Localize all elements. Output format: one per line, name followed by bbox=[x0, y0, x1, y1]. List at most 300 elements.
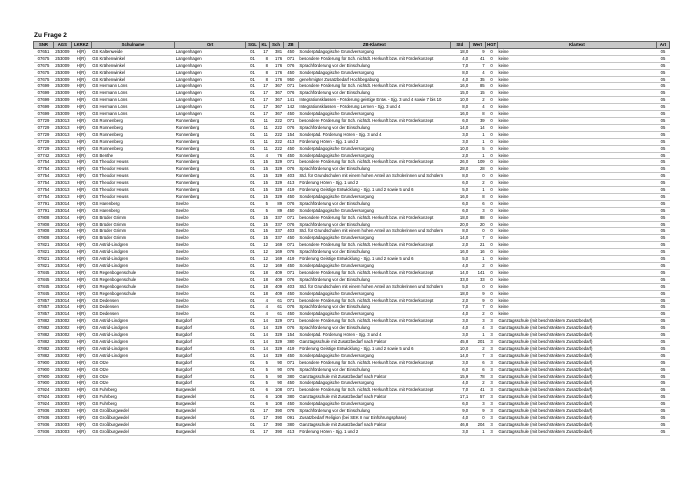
cell-snr: 07808 bbox=[34, 221, 54, 228]
cell-schulname: GS Theodor Heuss bbox=[91, 159, 175, 166]
cell-schulname: GS Astrid-Lindgren bbox=[91, 242, 175, 249]
cell-wert: 1 bbox=[469, 332, 485, 339]
cell-ort: Seelze bbox=[175, 228, 246, 235]
cell-zb: 076 bbox=[283, 325, 298, 332]
table-row bbox=[34, 124, 670, 131]
cell-std: 15,0 bbox=[450, 90, 469, 97]
cell-wert: 1 bbox=[469, 187, 485, 194]
cell-art: 05 bbox=[656, 235, 669, 242]
cell-kl: 15 bbox=[260, 214, 269, 221]
cell-sch: 329 bbox=[269, 159, 283, 166]
cell-zb-klartext: besondere Förderung für Sch. nichtdt. Herkunft bzw. mit Förderkonzept bbox=[298, 297, 450, 304]
cell-ags: 253013 bbox=[55, 117, 70, 123]
cell-sgl: 01 bbox=[245, 111, 259, 118]
cell-zb: 076 bbox=[283, 166, 298, 173]
cell-schulname: GS Großburgwedel bbox=[91, 414, 175, 421]
cell-lkrkz: H(R) bbox=[71, 187, 91, 194]
cell-ort: Burgwedel bbox=[175, 428, 246, 435]
cell-zb-klartext: Sonderpädagogische Grundversorgung bbox=[298, 235, 450, 242]
cell-zb: 076 bbox=[283, 221, 298, 228]
cell-std: 46,8 bbox=[450, 421, 469, 428]
cell-std: 3,0 bbox=[450, 332, 469, 339]
cell-sgl: 01 bbox=[245, 414, 259, 421]
cell-lkrkz: H(R) bbox=[71, 387, 91, 394]
cell-zb-klartext: besondere Förderung für Sch. nichtdt. Herkunft bzw. mit Förderkonzept bbox=[298, 159, 450, 166]
cell-klartext: keine bbox=[497, 138, 656, 145]
cell-sgl: 01 bbox=[245, 318, 259, 325]
table-row bbox=[34, 366, 670, 373]
cell-schulname: GS Theodor Heuss bbox=[91, 166, 175, 173]
table-row bbox=[34, 97, 670, 104]
cell-klartext: keine bbox=[497, 83, 656, 90]
cell-sgl: 01 bbox=[245, 180, 259, 187]
cell-klartext: Ganztagsschule (mit beschränktem Zusatzbedarf) bbox=[497, 366, 656, 373]
cell-klartext: keine bbox=[497, 235, 656, 242]
cell-std: 3,0 bbox=[450, 138, 469, 145]
cell-zb-klartext: Sonderpädagogische Grundversorgung bbox=[298, 290, 450, 297]
cell-lkrkz: H(R) bbox=[71, 235, 91, 242]
cell-ort: Seelze bbox=[175, 290, 246, 297]
cell-zb-klartext: besondere Förderung für Sch. nichtdt. Herkunft bzw. mit Förderkonzept bbox=[298, 117, 450, 124]
cell-schulname: GS Otze bbox=[91, 373, 175, 380]
cell-schulname: GS Hermann Löns bbox=[91, 90, 175, 97]
table-row bbox=[34, 117, 670, 124]
cell-hgt: 0 bbox=[486, 304, 498, 311]
cell-ags: 253013 bbox=[55, 180, 70, 186]
cell-hgt: 0 bbox=[486, 97, 498, 104]
cell-std: 4,0 bbox=[450, 325, 469, 332]
cell-zb-klartext: besondere Förderung für Sch. nichtdt. Herkunft bzw. mit Förderkonzept bbox=[298, 214, 450, 221]
table-row bbox=[34, 304, 670, 311]
cell-wert: 15 bbox=[469, 90, 485, 97]
cell-sgl: 01 bbox=[245, 387, 259, 394]
cell-snr: 07651 bbox=[34, 48, 54, 55]
cell-art: 05 bbox=[656, 394, 669, 401]
cell-wert: 201 bbox=[469, 338, 485, 345]
cell-ort: Burgdorf bbox=[175, 366, 246, 373]
cell-wert: 1 bbox=[469, 256, 485, 263]
cell-snr: 07936 bbox=[34, 428, 54, 435]
cell-klartext: keine bbox=[497, 276, 656, 283]
cell-klartext: keine bbox=[497, 242, 656, 249]
cell-schulname: GS Theodor Heuss bbox=[91, 173, 175, 180]
cell-hgt: 0 bbox=[486, 124, 498, 131]
cell-klartext: Ganztagsschule (mit beschränktem Zusatzbedarf) bbox=[497, 325, 656, 332]
cell-art: 05 bbox=[656, 97, 669, 104]
cell-sch: 367 bbox=[269, 90, 283, 97]
cell-zb: 450 bbox=[283, 380, 298, 387]
cell-kl: 14 bbox=[260, 325, 269, 332]
cell-zb-klartext: Sonderpädagogische Grundversorgung bbox=[298, 111, 450, 118]
cell-kl: 5 bbox=[260, 366, 269, 373]
cell-sch: 329 bbox=[269, 338, 283, 345]
cell-lkrkz: H(R) bbox=[71, 311, 91, 318]
cell-klartext: keine bbox=[497, 283, 656, 290]
cell-snr: 07754 bbox=[34, 173, 54, 180]
cell-lkrkz: H(R) bbox=[71, 193, 91, 200]
cell-std: 9,0 bbox=[450, 408, 469, 415]
cell-sch: 329 bbox=[269, 352, 283, 359]
cell-sgl: 01 bbox=[245, 104, 259, 111]
cell-art: 05 bbox=[656, 366, 669, 373]
cell-zb-klartext: Sonderpädagogische Grundversorgung bbox=[298, 193, 450, 200]
cell-zb-klartext: Sprachförderung vor der Einschulung bbox=[298, 366, 450, 373]
cell-sgl: 01 bbox=[245, 283, 259, 290]
cell-sgl: 01 bbox=[245, 173, 259, 180]
cell-zb-klartext: Sonderpädagogische Grundversorgung bbox=[298, 263, 450, 270]
cell-ort: Burgwedel bbox=[175, 408, 246, 415]
cell-ort: Burgdorf bbox=[175, 318, 246, 325]
cell-schulname: GS Otze bbox=[91, 359, 175, 366]
cell-zb-klartext: Std. für Grundschulen mit einem hohen Anteil an Schülerinnen und Schülern bbox=[298, 228, 450, 235]
cell-ort: Ronnenberg bbox=[175, 166, 246, 173]
cell-sch: 329 bbox=[269, 325, 283, 332]
cell-snr: 07754 bbox=[34, 187, 54, 194]
cell-sch: 390 bbox=[269, 414, 283, 421]
cell-klartext: Ganztagsschule (mit beschränktem Zusatzbedarf) bbox=[497, 352, 656, 359]
cell-art: 05 bbox=[656, 90, 669, 97]
cell-art: 05 bbox=[656, 152, 669, 159]
cell-wert: 4 bbox=[469, 104, 485, 111]
cell-snr: 07699 bbox=[34, 104, 54, 111]
cell-sch: 89 bbox=[269, 207, 283, 214]
cell-wert: 7 bbox=[469, 62, 485, 69]
cell-art: 05 bbox=[656, 117, 669, 124]
cell-kl: 5 bbox=[260, 380, 269, 387]
cell-kl: 4 bbox=[260, 297, 269, 304]
cell-ags: 253002 bbox=[55, 380, 70, 386]
cell-snr: 07924 bbox=[34, 387, 54, 394]
cell-art: 05 bbox=[656, 263, 669, 270]
cell-zb-klartext: Förderung Geistige Entwicklung - Sjg. 1 und 2 sowie 5 und 6 bbox=[298, 345, 450, 352]
cell-hgt: 0 bbox=[486, 48, 498, 55]
table-row bbox=[34, 221, 670, 228]
cell-schulname: GS Regenbogenschule bbox=[91, 290, 175, 297]
cell-art: 05 bbox=[656, 214, 669, 221]
cell-lkrkz: H(R) bbox=[71, 228, 91, 235]
cell-klartext: keine bbox=[497, 269, 656, 276]
table-row bbox=[34, 380, 670, 387]
cell-sgl: 01 bbox=[245, 159, 259, 166]
cell-lkrkz: H(R) bbox=[71, 62, 91, 69]
cell-kl: 8 bbox=[260, 62, 269, 69]
cell-zb-klartext: Sonderpädagogische Grundversorgung bbox=[298, 401, 450, 408]
cell-hgt: 3 bbox=[486, 421, 498, 428]
cell-klartext: Ganztagsschule (mit beschränktem Zusatzbedarf) bbox=[497, 421, 656, 428]
cell-sch: 169 bbox=[269, 256, 283, 263]
cell-snr: 07857 bbox=[34, 297, 54, 304]
cell-art: 05 bbox=[656, 228, 669, 235]
cell-std: 6,0 bbox=[450, 366, 469, 373]
cell-snr: 07699 bbox=[34, 111, 54, 118]
cell-klartext: keine bbox=[497, 166, 656, 173]
cell-snr: 07699 bbox=[34, 83, 54, 90]
cell-lkrkz: H(R) bbox=[71, 401, 91, 408]
cell-std: 4,0 bbox=[450, 55, 469, 62]
cell-zb-klartext: Sprachförderung vor der Einschulung bbox=[298, 62, 450, 69]
table-row bbox=[34, 131, 670, 138]
cell-schulname: GS Astrid-Lindgren bbox=[91, 352, 175, 359]
table-row bbox=[34, 421, 670, 428]
cell-art: 05 bbox=[656, 387, 669, 394]
cell-zb: 380 bbox=[283, 421, 298, 428]
cell-std: 4,0 bbox=[450, 263, 469, 270]
cell-kl: 17 bbox=[260, 48, 269, 55]
cell-hgt: 0 bbox=[486, 242, 498, 249]
cell-hgt: 0 bbox=[486, 269, 498, 276]
cell-wert: 0 bbox=[469, 173, 485, 180]
cell-zb: 141 bbox=[283, 97, 298, 104]
table-row bbox=[34, 69, 670, 76]
cell-art: 05 bbox=[656, 200, 669, 207]
cell-std: 2,0 bbox=[450, 152, 469, 159]
cell-snr: 07882 bbox=[34, 345, 54, 352]
cell-wert: 35 bbox=[469, 76, 485, 83]
cell-sch: 90 bbox=[269, 359, 283, 366]
cell-ags: 253014 bbox=[55, 290, 70, 296]
cell-schulname: GS Hermann Löns bbox=[91, 97, 175, 104]
cell-zb: 950 bbox=[283, 76, 298, 83]
cell-ags: 253014 bbox=[55, 283, 70, 289]
cell-ags: 253002 bbox=[55, 345, 70, 351]
cell-hgt: 3 bbox=[486, 338, 498, 345]
cell-klartext: Ganztagsschule (mit beschränktem Zusatzbedarf) bbox=[497, 428, 656, 435]
cell-sgl: 01 bbox=[245, 55, 259, 62]
cell-schulname: GS Brüder Grimm bbox=[91, 235, 175, 242]
table-row bbox=[34, 338, 670, 345]
cell-kl: 4 bbox=[260, 311, 269, 318]
cell-std: 6,0 bbox=[450, 200, 469, 207]
cell-ort: Burgdorf bbox=[175, 345, 246, 352]
cell-art: 05 bbox=[656, 159, 669, 166]
cell-schulname: GS Astrid-Lindgren bbox=[91, 263, 175, 270]
cell-snr: 07699 bbox=[34, 90, 54, 97]
cell-sch: 367 bbox=[269, 104, 283, 111]
cell-sgl: 01 bbox=[245, 256, 259, 263]
cell-wert: 28 bbox=[469, 166, 485, 173]
cell-std: 10,0 bbox=[450, 145, 469, 152]
cell-ort: Burgdorf bbox=[175, 359, 246, 366]
cell-sgl: 01 bbox=[245, 401, 259, 408]
cell-sch: 76 bbox=[269, 152, 283, 159]
cell-schulname: GS Großburgwedel bbox=[91, 408, 175, 415]
cell-ags: 253014 bbox=[55, 249, 70, 255]
cell-zb: 403 bbox=[283, 283, 298, 290]
cell-kl: 14 bbox=[260, 345, 269, 352]
cell-hgt: 0 bbox=[486, 76, 498, 83]
cell-std: 2,0 bbox=[450, 242, 469, 249]
cell-lkrkz: H(R) bbox=[71, 200, 91, 207]
cell-ags: 253014 bbox=[55, 304, 70, 310]
cell-sch: 329 bbox=[269, 180, 283, 187]
cell-zb-klartext: Sonderpädagogische Grundversorgung bbox=[298, 145, 450, 152]
cell-schulname: GS Fuhrberg bbox=[91, 401, 175, 408]
cell-sgl: 01 bbox=[245, 69, 259, 76]
cell-zb: 450 bbox=[283, 193, 298, 200]
cell-ort: Langenhagen bbox=[175, 111, 246, 118]
cell-ort: Burgwedel bbox=[175, 394, 246, 401]
cell-wert: 3 bbox=[469, 318, 485, 325]
cell-kl: 12 bbox=[260, 242, 269, 249]
cell-ags: 253013 bbox=[55, 138, 70, 144]
cell-snr: 07729 bbox=[34, 117, 54, 124]
cell-zb: 076 bbox=[283, 366, 298, 373]
cell-art: 05 bbox=[656, 325, 669, 332]
cell-ags: 253002 bbox=[55, 318, 70, 324]
cell-sgl: 01 bbox=[245, 421, 259, 428]
cell-zb-klartext: Sprachförderung vor der Einschulung bbox=[298, 249, 450, 256]
cell-ort: Seelze bbox=[175, 249, 246, 256]
cell-kl: 15 bbox=[260, 187, 269, 194]
cell-zb-klartext: Sonderpäd. Förderung Hören - Sjg. 3 und 4 bbox=[298, 332, 450, 339]
cell-art: 05 bbox=[656, 359, 669, 366]
cell-zb: 380 bbox=[283, 338, 298, 345]
cell-zb: 403 bbox=[283, 228, 298, 235]
cell-snr: 07882 bbox=[34, 338, 54, 345]
table-row bbox=[34, 283, 670, 290]
cell-sgl: 01 bbox=[245, 207, 259, 214]
cell-art: 05 bbox=[656, 221, 669, 228]
cell-schulname: GS Dedensen bbox=[91, 304, 175, 311]
cell-snr: 07791 bbox=[34, 200, 54, 207]
cell-std: 6,0 bbox=[450, 401, 469, 408]
cell-ort: Ronnenberg bbox=[175, 124, 246, 131]
cell-snr: 07924 bbox=[34, 394, 54, 401]
cell-schulname: GS Regenbogenschule bbox=[91, 269, 175, 276]
cell-klartext: keine bbox=[497, 159, 656, 166]
cell-std: 8,0 bbox=[450, 104, 469, 111]
cell-ort: Burgdorf bbox=[175, 325, 246, 332]
table-row bbox=[34, 200, 670, 207]
cell-zb: 413 bbox=[283, 180, 298, 187]
cell-kl: 12 bbox=[260, 256, 269, 263]
cell-sch: 108 bbox=[269, 401, 283, 408]
cell-wert: 2 bbox=[469, 311, 485, 318]
table-row bbox=[34, 111, 670, 118]
table-row bbox=[34, 414, 670, 421]
cell-hgt: 3 bbox=[486, 428, 498, 435]
cell-ags: 253009 bbox=[55, 48, 70, 54]
cell-zb-klartext: Sprachförderung vor der Einschulung bbox=[298, 221, 450, 228]
cell-hgt: 0 bbox=[486, 117, 498, 124]
cell-ags: 253002 bbox=[55, 366, 70, 372]
cell-klartext: keine bbox=[497, 180, 656, 187]
column-header-wert: Wert bbox=[469, 42, 485, 49]
cell-ags: 253014 bbox=[55, 235, 70, 241]
cell-sch: 176 bbox=[269, 76, 283, 83]
cell-zb: 071 bbox=[283, 269, 298, 276]
cell-schulname: GS Brüder Grimm bbox=[91, 221, 175, 228]
cell-lkrkz: H(R) bbox=[71, 138, 91, 145]
cell-schulname: GS Theodor Heuss bbox=[91, 193, 175, 200]
cell-art: 05 bbox=[656, 207, 669, 214]
cell-zb: 450 bbox=[283, 263, 298, 270]
cell-sgl: 01 bbox=[245, 366, 259, 373]
cell-ags: 253014 bbox=[55, 297, 70, 303]
table-row bbox=[34, 269, 670, 276]
cell-sch: 329 bbox=[269, 318, 283, 325]
cell-snr: 07729 bbox=[34, 131, 54, 138]
cell-lkrkz: H(R) bbox=[71, 297, 91, 304]
column-header-klartext: Klartext bbox=[497, 42, 656, 49]
cell-hgt: 0 bbox=[486, 221, 498, 228]
cell-klartext: Ganztagsschule (mit beschränktem Zusatzbedarf) bbox=[497, 332, 656, 339]
cell-klartext: keine bbox=[497, 69, 656, 76]
cell-ort: Burgwedel bbox=[175, 414, 246, 421]
cell-klartext: keine bbox=[497, 104, 656, 111]
cell-sch: 337 bbox=[269, 235, 283, 242]
cell-kl: 5 bbox=[260, 373, 269, 380]
cell-ort: Burgdorf bbox=[175, 338, 246, 345]
cell-hgt: 0 bbox=[486, 138, 498, 145]
cell-sch: 367 bbox=[269, 97, 283, 104]
table-row bbox=[34, 228, 670, 235]
cell-zb: 071 bbox=[283, 242, 298, 249]
cell-wert: 85 bbox=[469, 83, 485, 90]
cell-ags: 253002 bbox=[55, 359, 70, 365]
cell-schulname: GS Astrid-Lindgren bbox=[91, 338, 175, 345]
cell-kl: 12 bbox=[260, 263, 269, 270]
cell-art: 05 bbox=[656, 138, 669, 145]
cell-snr: 07808 bbox=[34, 235, 54, 242]
cell-klartext: keine bbox=[497, 311, 656, 318]
cell-zb: 450 bbox=[283, 401, 298, 408]
cell-art: 05 bbox=[656, 380, 669, 387]
cell-zb-klartext: Sprachförderung vor der Einschulung bbox=[298, 90, 450, 97]
cell-zb-klartext: besondere Förderung für Sch. nichtdt. Herkunft bzw. mit Förderkonzept bbox=[298, 83, 450, 90]
table-row bbox=[34, 48, 670, 55]
cell-zb-klartext: Sonderpädagogische Grundversorgung bbox=[298, 352, 450, 359]
cell-hgt: 0 bbox=[486, 55, 498, 62]
cell-ags: 253002 bbox=[55, 325, 70, 331]
cell-lkrkz: H(R) bbox=[71, 276, 91, 283]
table-row bbox=[34, 55, 670, 62]
cell-wert: 8 bbox=[469, 111, 485, 118]
cell-ags: 253013 bbox=[55, 152, 70, 158]
cell-ags: 253014 bbox=[55, 263, 70, 268]
table-row bbox=[34, 90, 670, 97]
cell-kl: 17 bbox=[260, 408, 269, 415]
cell-zb: 076 bbox=[283, 90, 298, 97]
cell-std: 7,0 bbox=[450, 62, 469, 69]
cell-ags: 253009 bbox=[55, 69, 70, 75]
cell-std: 5,0 bbox=[450, 256, 469, 263]
cell-hgt: 0 bbox=[486, 249, 498, 256]
cell-ort: Seelze bbox=[175, 207, 246, 214]
cell-zb-klartext: Zusatzbedarf Religion (bei SEK II nur Einführungsphase) bbox=[298, 414, 450, 421]
cell-lkrkz: H(R) bbox=[71, 90, 91, 97]
cell-sgl: 01 bbox=[245, 152, 259, 159]
cell-klartext: keine bbox=[497, 193, 656, 200]
cell-lkrkz: H(R) bbox=[71, 124, 91, 131]
cell-std: 7,0 bbox=[450, 387, 469, 394]
cell-ags: 253009 bbox=[55, 83, 70, 89]
cell-schulname: GS Ronnenberg bbox=[91, 145, 175, 152]
cell-zb: 450 bbox=[283, 69, 298, 76]
cell-zb-klartext: Ganztagsschule mit Zusatzbedarf nach Faktor bbox=[298, 338, 450, 345]
cell-hgt: 3 bbox=[486, 408, 498, 415]
cell-kl: 15 bbox=[260, 235, 269, 242]
table-row bbox=[34, 276, 670, 283]
cell-schulname: GS Fuhrberg bbox=[91, 387, 175, 394]
cell-kl: 15 bbox=[260, 221, 269, 228]
cell-lkrkz: H(R) bbox=[71, 352, 91, 359]
cell-std: 3,0 bbox=[450, 318, 469, 325]
cell-art: 05 bbox=[656, 304, 669, 311]
cell-sch: 390 bbox=[269, 408, 283, 415]
cell-zb: 450 bbox=[283, 352, 298, 359]
cell-std: 10,0 bbox=[450, 97, 469, 104]
